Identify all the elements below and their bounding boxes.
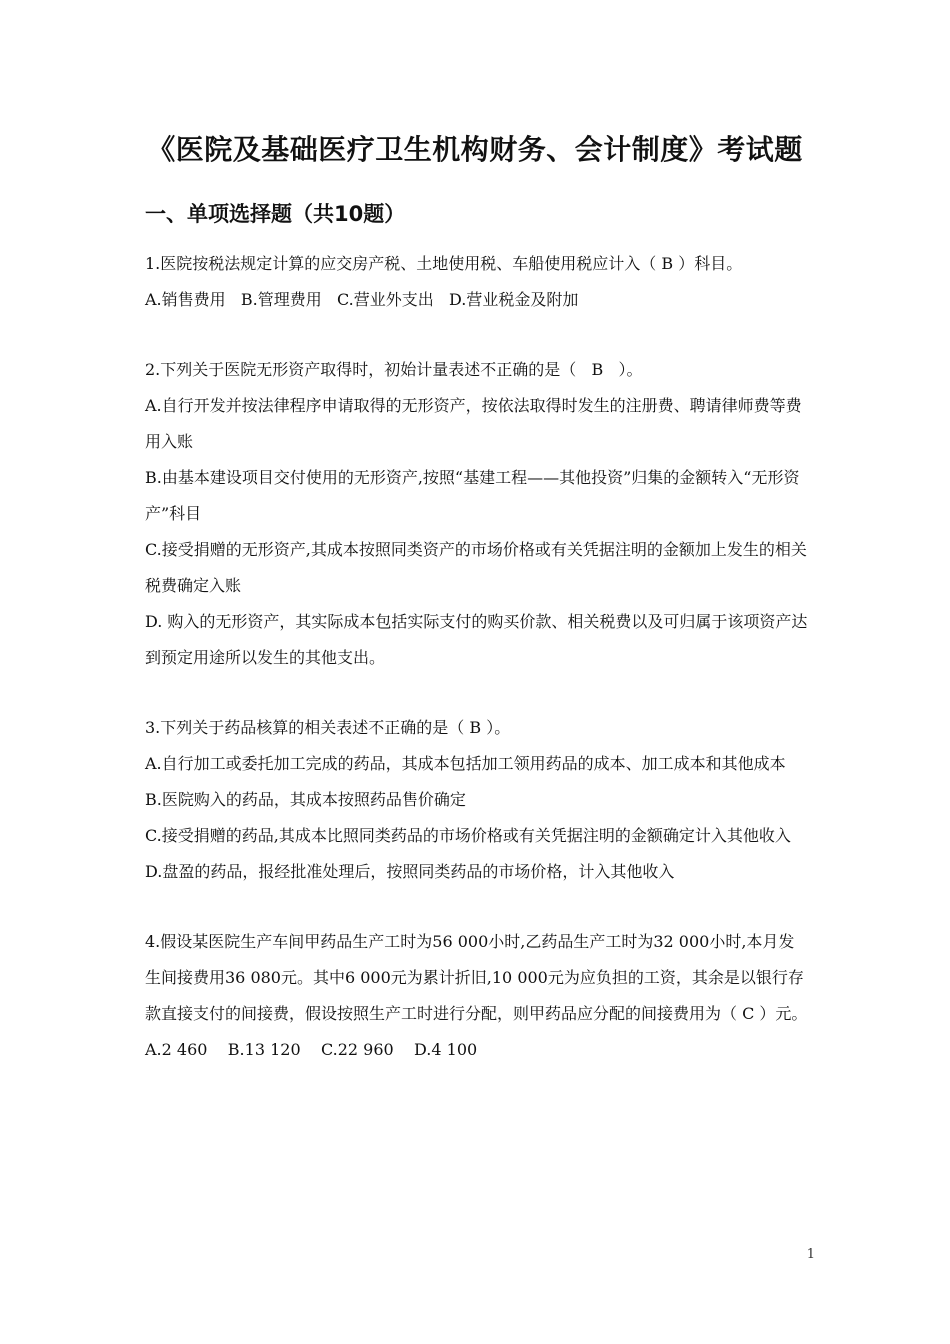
section-heading: 一、单项选择题（共10题） [145, 202, 406, 226]
question-list [145, 246, 810, 1102]
question-option: B.医院购入的药品，其成本按照药品售价确定 [145, 790, 466, 809]
question-stem: 3.下列关于药品核算的相关表述不正确的是（ B ）。 [145, 718, 511, 737]
question-option: A.销售费用 B.管理费用 C.营业外支出 D.营业税金及附加 [145, 290, 579, 309]
question-option: A.自行加工或委托加工完成的药品，其成本包括加工领用药品的成本、加工成本和其他成本 [145, 754, 786, 773]
question-stem: 1.医院按税法规定计算的应交房产税、土地使用税、车船使用税应计入（ B ）科目。 [145, 254, 743, 273]
question-option: A.自行开发并按法律程序申请取得的无形资产，按依法取得时发生的注册费、聘请律师费等费用入账 [145, 396, 802, 451]
page-number: 1 [806, 1247, 815, 1262]
question-4 [145, 924, 810, 1068]
question-2 [145, 352, 810, 676]
question-option: A.2 460 B.13 120 C.22 960 D.4 100 [145, 1040, 478, 1059]
question-option: D. 购入的无形资产，其实际成本包括实际支付的购买价款、相关税费以及可归属于该项资产达到预定用途所以发生的其他支出。 [145, 612, 808, 667]
question-option: C.接受捐赠的药品,其成本比照同类药品的市场价格或有关凭据注明的金额确定计入其他收入 [145, 826, 791, 845]
question-1 [145, 246, 810, 318]
question-stem: 4.假设某医院生产车间甲药品生产工时为56 000小时,乙药品生产工时为32 000小时,本月发生间接费用36 080元。其中6 000元为累计折旧,10 000元为应负担的工资，其余是以银行存款直接支付的间接费，假设按照生产工时进行分配，则甲药品应分配的间接费用为（ C ）元。 [145, 932, 808, 1023]
question-option: D.盘盈的药品，报经批准处理后，按照同类药品的市场价格，计入其他收入 [145, 862, 675, 881]
question-option: C.接受捐赠的无形资产,其成本按照同类资产的市场价格或有关凭据注明的金额加上发生的相关税费确定入账 [145, 540, 807, 595]
question-3 [145, 710, 810, 890]
question-stem: 2.下列关于医院无形资产取得时，初始计量表述不正确的是（ B ）。 [145, 360, 643, 379]
question-option: B.由基本建设项目交付使用的无形资产,按照“基建工程——其他投资”归集的金额转入“无形资产”科目 [145, 468, 800, 523]
document-title: 《医院及基础医疗卫生机构财务、会计制度》考试题 [147, 133, 803, 166]
